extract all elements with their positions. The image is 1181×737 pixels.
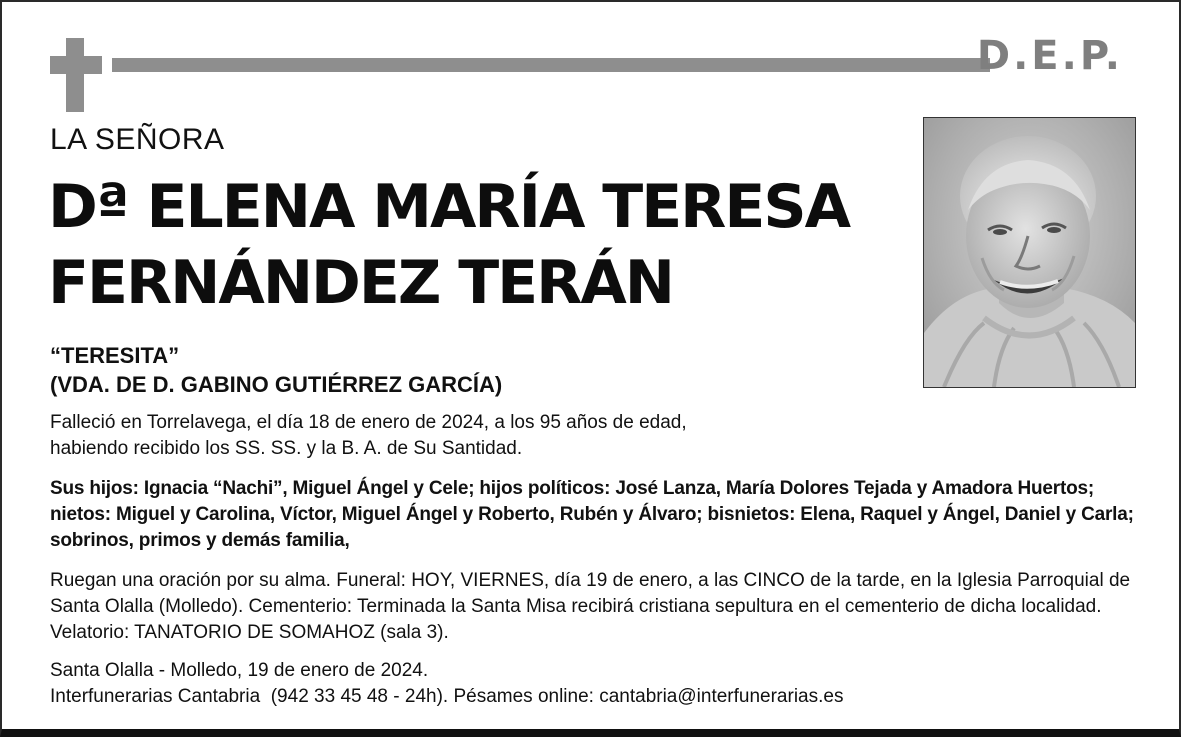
cross-icon: [50, 38, 102, 112]
death-notice-line1: Falleció en Torrelavega, el día 18 de enero de 2024, a los 95 años de edad,: [50, 412, 687, 433]
widow-of: (VDA. DE D. GABINO GUTIÉRREZ GARCÍA): [50, 372, 503, 397]
funeral-details: Ruegan una oración por su alma. Funeral: HOY, VIERNES, día 19 de enero, a las CINCO de la tarde, en la Iglesia Parroquial de Santa Olalla (Molledo). Cementerio: Terminada la Santa Misa recibirá cristiana sepultura en el cementerio de dicha localidad. Velatorio: TANATORIO DE SOMAHOZ (sala 3).: [50, 570, 1131, 643]
dep-label: D.E.P.: [976, 33, 1123, 79]
header-rule: [112, 58, 990, 72]
family-list: Sus hijos: Ignacia “Nachi”, Miguel Ángel y Cele; hijos políticos: José Lanza, María Dolores Tejada y Amadora Huertos; nietos: Miguel y Carolina, Víctor, Miguel Ángel y Roberto, Rubén y Álvaro; bisnietos: Elena, Raquel y Ángel, Daniel y Carla; sobrinos, primos y demás familia,: [50, 478, 1134, 551]
nickname: “TERESITA”: [50, 343, 180, 368]
portrait-photo: [923, 117, 1136, 388]
deceased-name-line2: FERNÁNDEZ TERÁN: [48, 248, 673, 318]
funeral-agency: Interfunerarias Cantabria (942 33 45 48 - 24h). Pésames online: cantabria@interfunerarias.es: [50, 686, 844, 707]
death-notice: [50, 410, 810, 462]
place-date: Santa Olalla - Molledo, 19 de enero de 2024.: [50, 660, 429, 681]
death-notice-line2: habiendo recibido los SS. SS. y la B. A. de Su Santidad.: [50, 438, 523, 459]
deceased-name-line1: Dª ELENA MARÍA TERESA: [48, 172, 850, 242]
portrait-photo-icon: [924, 118, 1135, 387]
deceased-name: [48, 169, 908, 321]
salutation: LA SEÑORA: [50, 123, 225, 156]
